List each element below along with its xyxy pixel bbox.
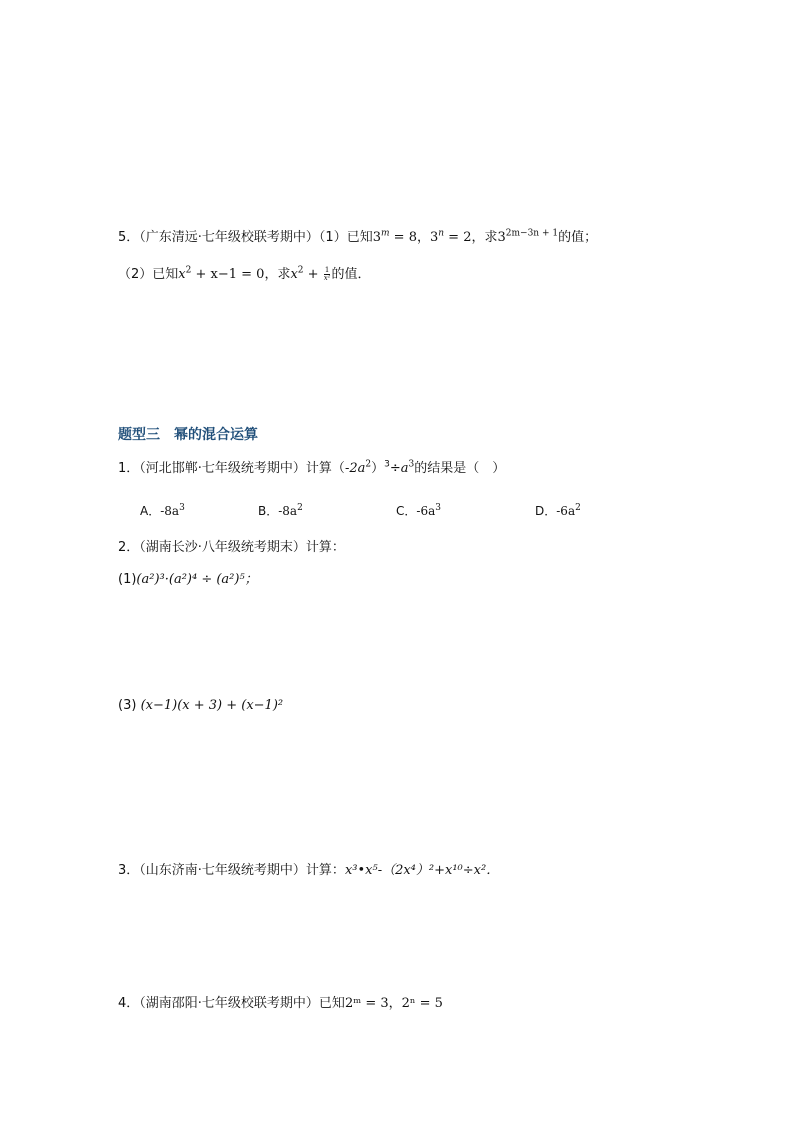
section-title: 题型三 幂的混合运算 (118, 427, 258, 443)
option-b: B．$-8a^2$ (258, 503, 303, 518)
question-source: （湖南长沙·八年级统考期末） (139, 540, 306, 555)
fraction: $\frac{1}{\text{x²}}$ (323, 266, 331, 282)
option-c: C．$-6a^3$ (396, 503, 441, 518)
question-3-stem: 3．（山东济南·七年级统考期中）计算：x³•x⁵-（2x⁴）²+x¹⁰÷x²． (118, 863, 500, 878)
question-source: （河北邯郸·七年级统考期中） (139, 461, 306, 476)
math-expression: $x^2$ + $\frac{1}{\text{x²}}$ (290, 265, 331, 282)
question-number: 4． (118, 996, 140, 1011)
question-number: 2． (118, 540, 140, 555)
option-d: D．$-6a^2$ (535, 503, 581, 518)
option-a: A．$-8a^3$ (140, 503, 185, 518)
question-number: 3． (118, 863, 140, 878)
question-5-part-1: 5．（广东清远·七年级校联考期中）（1）已知$3^m = 8$，$3^n = 2$，求$3^{2m-3n + 1}$的值； (118, 228, 598, 245)
question-source: （湖南邵阳·七年级校联考期中） (139, 996, 319, 1011)
math-expression: (a²)³·(a²)⁴ ÷ (a²)⁵； (136, 572, 258, 587)
question-number: 5． (118, 230, 140, 245)
math-expression: $3^m = 8$，$3^n = 2$，求$3^{2m-3n + 1}$ (372, 228, 559, 245)
question-source: （广东清远·七年级校联考期中） (139, 230, 319, 245)
question-source: （山东济南·七年级统考期中） (139, 863, 306, 878)
question-4-stem: 4．（湖南邵阳·七年级校联考期中）已知2ᵐ = 3，2ⁿ = 5 (118, 996, 443, 1011)
question-2-part-1: (1)(a²)³·(a²)⁴ ÷ (a²)⁵； (118, 572, 258, 587)
question-number: 1． (118, 461, 140, 476)
math-expression: (x−1)(x + 3) + (x−1)² (140, 698, 284, 713)
question-1-stem: 1．（河北邯郸·七年级统考期中）计算$(-2a^2)^3\div a^3$的结果是（ ） (118, 459, 506, 476)
math-expression: 2ᵐ = 3，2ⁿ = 5 (344, 996, 443, 1011)
math-expression: $x^2 + x-1 = 0$，求 (178, 265, 291, 282)
math-expression: x³•x⁵-（2x⁴）²+x¹⁰÷x²． (344, 863, 500, 878)
question-2-part-3: (3) (x−1)(x + 3) + (x−1)² (118, 698, 284, 713)
question-5-part-2: （2）已知$x^2 + x-1 = 0$，求$x^2$ + $\frac{1}{\text{x²}}$ 的值． (118, 265, 371, 282)
question-2-stem: 2．（湖南长沙·八年级统考期末）计算： (118, 540, 345, 555)
